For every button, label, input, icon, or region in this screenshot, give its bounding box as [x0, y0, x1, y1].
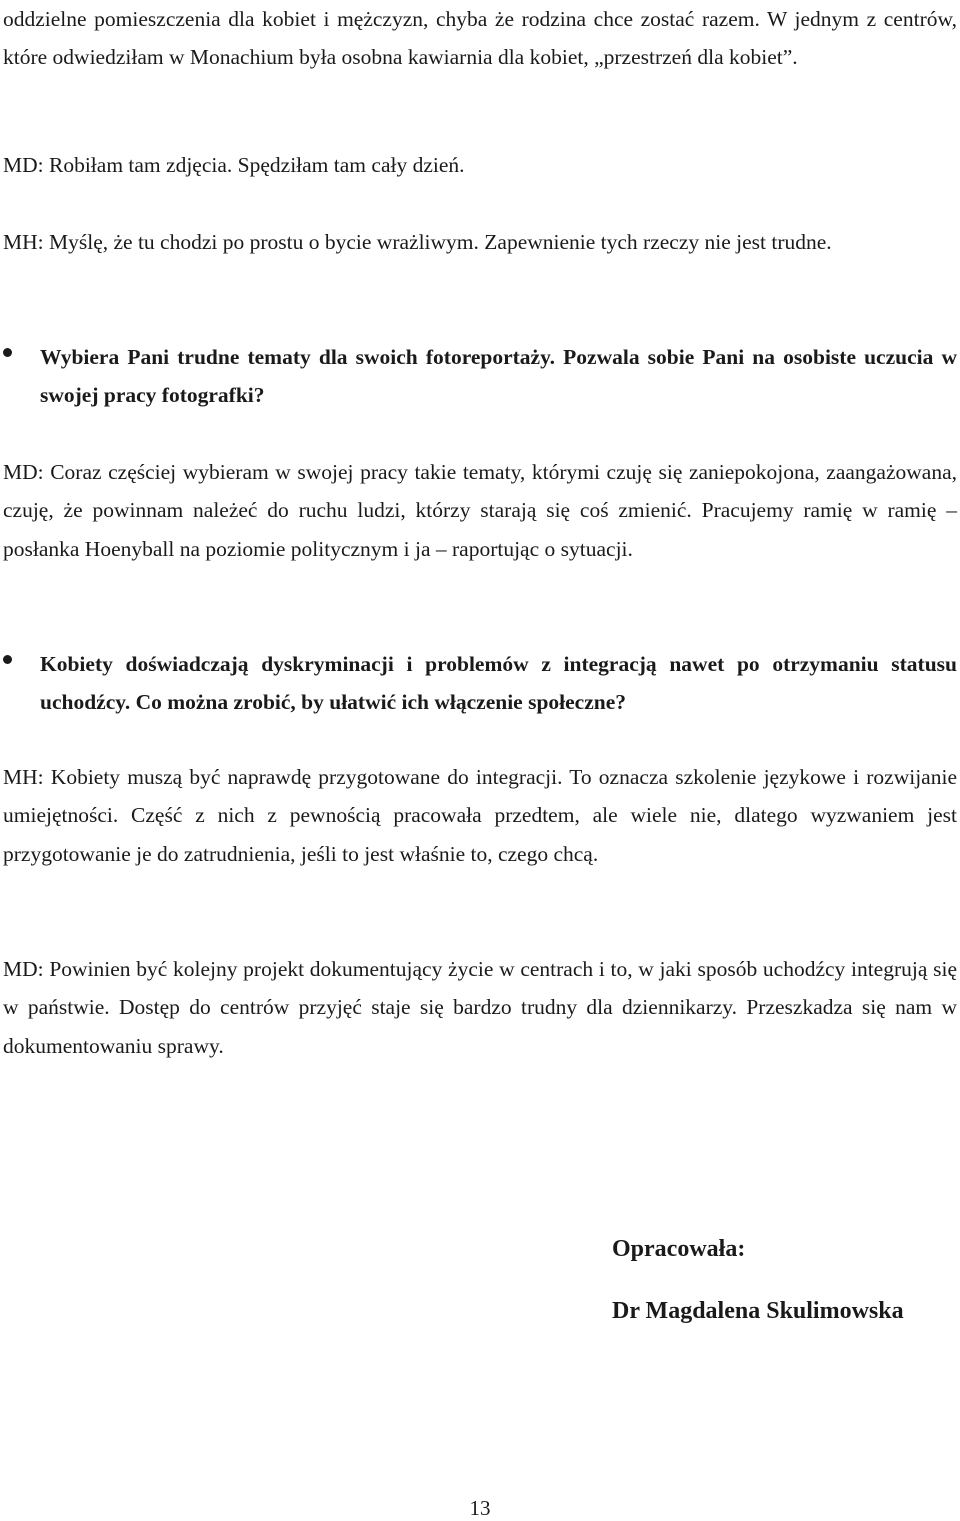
- paragraph-mh-answer-2: MH: Kobiety muszą być naprawdę przygotowane do integracji. To oznacza szkolenie językowe i rozwijanie umiejętności. Część z nich z pewnością pracowała przedtem, ale wiele nie, dlatego wyzwaniem jest przygotowanie je do zatrudnienia, jeśli to jest właśnie to, czego chcą.: [3, 765, 957, 866]
- bullet-icon: [3, 348, 12, 357]
- paragraph-md-answer-1: MD: Robiłam tam zdjęcia. Spędziłam tam cały dzień.: [3, 153, 465, 177]
- question-2-text: Kobiety doświadczają dyskryminacji i problemów z integracją nawet po otrzymaniu statusu uchodźcy. Co można zrobić, by ułatwić ich włączenie społeczne?: [40, 652, 957, 715]
- question-1-text: Wybiera Pani trudne tematy dla swoich fotoreportaży. Pozwala sobie Pani na osobiste uczucia w swojej pracy fotografki?: [40, 345, 957, 408]
- signature-label: Opracowała:: [612, 1236, 746, 1262]
- paragraph-md-answer-2: MD: Coraz częściej wybieram w swojej pracy takie tematy, którymi czuję się zaniepokojona, zaangażowana, czuję, że powinnam należeć do ruchu ludzi, którzy starają się coś zmienić. Pracujemy ramię w ramię – posłanka Hoenyball na poziomie politycznym i ja – raportując o sytuacji.: [3, 460, 957, 561]
- page-number: 13: [469, 1496, 491, 1520]
- question-2: [3, 645, 957, 722]
- question-1: [3, 338, 957, 415]
- bullet-icon: [3, 655, 12, 664]
- signature-name: Dr Magdalena Skulimowska: [612, 1298, 904, 1324]
- paragraph-mh-answer-1: MH: Myślę, że tu chodzi po prostu o bycie wrażliwym. Zapewnienie tych rzeczy nie jest trudne.: [3, 230, 832, 254]
- paragraph-md-answer-3: MD: Powinien być kolejny projekt dokumentujący życie w centrach i to, w jaki sposób uchodźcy integrują się w państwie. Dostęp do centrów przyjęć staje się bardzo trudny dla dziennikarzy. Przeszkadza się nam w dokumentowaniu sprawy.: [3, 957, 957, 1058]
- paragraph-intro-continuation: oddzielne pomieszczenia dla kobiet i mężczyzn, chyba że rodzina chce zostać razem. W jednym z centrów, które odwiedziłam w Monachium była osobna kawiarnia dla kobiet, „przestrzeń dla kobiet”.: [3, 7, 957, 70]
